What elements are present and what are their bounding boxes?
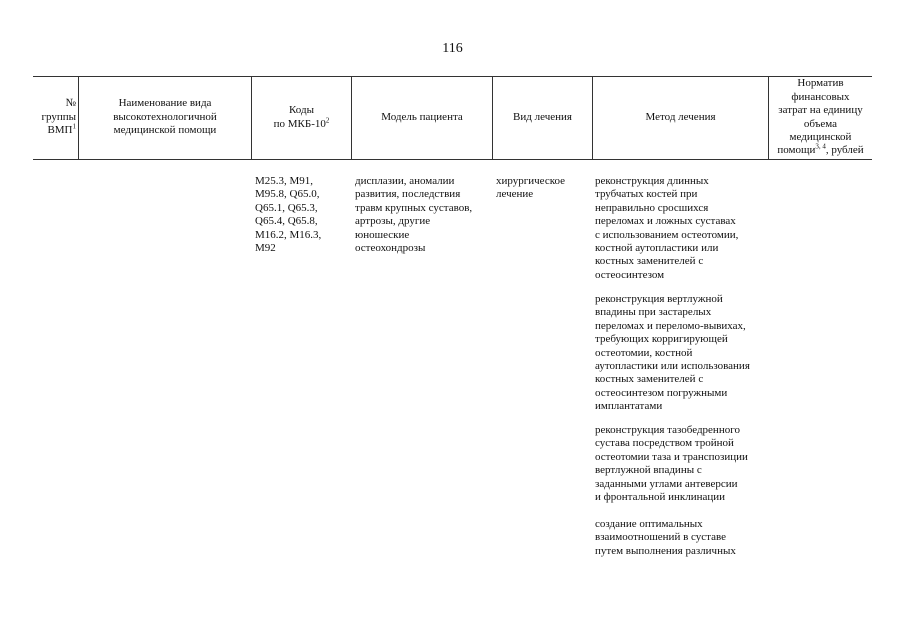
method-line: взаимоотношений в суставе	[595, 531, 726, 544]
patient-model-line: травм крупных суставов,	[355, 201, 473, 214]
header-norm-line: помощи$^{3, 4}$, рублей	[777, 142, 864, 157]
method-line: реконструкция вертлужной	[595, 293, 723, 305]
patient-model-line: артрозы, другие	[355, 215, 431, 228]
header-treatment-type: Вид лечения	[513, 110, 572, 123]
treatment-method-block	[595, 424, 748, 504]
code-line: M92	[255, 242, 276, 255]
code-line: Q65.4, Q65.8,	[255, 215, 318, 228]
method-line: сустава посредством тройной	[595, 437, 734, 450]
treatment-method-block	[595, 518, 736, 558]
header-care-type-line: высокотехнологичной	[113, 110, 217, 123]
method-line: заданными углами антеверсии	[595, 477, 738, 490]
method-line: путем выполнения различных	[595, 544, 736, 557]
method-line: имплантатами	[595, 400, 663, 413]
treatment-type-line: хирургическое	[496, 175, 566, 187]
header-codes-line: Коды	[289, 104, 314, 117]
treatment-method-block	[595, 175, 738, 282]
header-norm-line: финансовых	[791, 90, 850, 103]
method-line: остеотомии таза и транспозиции	[595, 450, 748, 463]
method-line: остеосинтезом погружными	[595, 386, 728, 399]
header-codes	[252, 76, 351, 159]
treatment-type-line: лечение	[496, 188, 534, 201]
header-care-type-line: медицинской помощи	[113, 124, 217, 137]
method-line: с использованием остеотомии,	[595, 228, 739, 241]
method-line: остеотомии, костной	[595, 346, 693, 359]
header-norm-line: объема	[803, 117, 838, 130]
method-line: костных заменителей с	[595, 255, 704, 268]
method-line: костной аутопластики или	[595, 242, 719, 255]
patient-model-line: дисплазии, аномалии	[355, 175, 455, 187]
method-line: переломах и ложных суставах	[595, 215, 736, 228]
treatment-type-cell	[496, 175, 565, 202]
method-line: реконструкция длинных	[595, 175, 709, 187]
code-line: Q65.1, Q65.3,	[255, 201, 318, 214]
method-line: вертлужной впадины с	[595, 464, 702, 477]
treatment-method-block	[595, 293, 750, 414]
header-norm-line: затрат на единицу	[778, 104, 863, 117]
header-treatment-method: Метод лечения	[645, 110, 716, 123]
code-line: M95.8, Q65.0,	[255, 188, 320, 201]
method-line: впадины при застарелых	[595, 306, 712, 319]
header-norm-line: медицинской	[789, 130, 852, 143]
header-group-number-line: №	[65, 97, 76, 110]
page-number: 116	[442, 41, 463, 56]
header-patient-model: Модель пациента	[381, 110, 463, 123]
method-line: требующих корригирующей	[595, 333, 728, 346]
header-care-type	[79, 76, 251, 159]
patient-model-cell	[355, 175, 472, 255]
patient-model-line: остеохондрозы	[355, 242, 426, 255]
method-line: неправильно сросшихся	[595, 201, 709, 214]
header-norm-line: Норматив	[797, 77, 844, 90]
code-line: M25.3, M91,	[255, 175, 314, 187]
method-line: и фронтальной инклинации	[595, 491, 726, 504]
method-line: реконструкция тазобедренного	[595, 424, 740, 436]
patient-model-line: развития, последствия	[355, 188, 461, 201]
method-line: трубчатых костей при	[595, 188, 698, 201]
codes-cell	[255, 175, 321, 255]
header-codes-line: по МКБ-$10^2$	[273, 115, 330, 130]
header-group-number-line: группы	[41, 110, 76, 123]
header-group-number-line: ВМП$^1$	[47, 122, 76, 137]
header-care-type-line: Наименование вида	[118, 97, 212, 110]
header-financial-norm	[769, 76, 872, 159]
code-line: M16.2, M16.3,	[255, 228, 322, 241]
method-line: переломах и переломо-вывихах,	[595, 319, 746, 332]
header-group-number	[33, 76, 78, 159]
table-header-bottom-border	[33, 159, 872, 160]
patient-model-line: юношеские	[355, 228, 410, 241]
method-line: костных заменителей с	[595, 373, 704, 386]
method-line: остеосинтезом	[595, 268, 665, 281]
method-line: создание оптимальных	[595, 518, 703, 530]
method-line: аутопластики или использования	[595, 360, 750, 373]
